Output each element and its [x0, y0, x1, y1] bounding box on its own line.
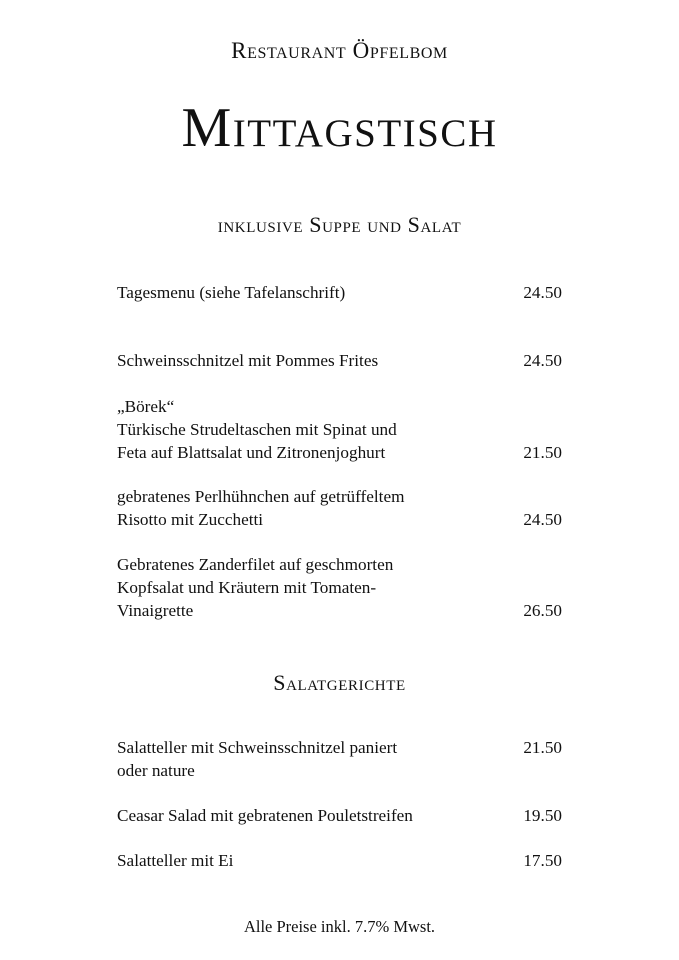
restaurant-name: Restaurant Öpfelbom	[231, 38, 448, 63]
menu-item-line: Salatteller mit Schweinsschnitzel paniert	[117, 738, 398, 757]
menu-item-description	[117, 849, 487, 872]
menu-item-line: oder nature	[117, 761, 195, 780]
menu-item-line: Türkische Strudeltaschen mit Spinat und	[117, 420, 397, 439]
menu-item-line: „Börek“	[117, 397, 175, 416]
menu-item-line: Schweinsschnitzel mit Pommes Frites	[117, 351, 379, 370]
menu-item-price: 19.50	[523, 806, 562, 825]
menu-item-description	[117, 736, 487, 782]
menu-item	[117, 349, 562, 372]
menu-item-line: Ceasar Salad mit gebratenen Pouletstreifen	[117, 806, 413, 825]
menu-item-line: Feta auf Blattsalat und Zitronenjoghurt	[117, 443, 386, 462]
menu-item-line: Tagesmenu (siehe Tafelanschrift)	[117, 283, 346, 302]
menu-item-price: 21.50	[523, 738, 562, 757]
menu-item-description	[117, 553, 487, 622]
menu-item-description	[117, 485, 487, 531]
menu-item-line: gebratenes Perlhühnchen auf getrüffeltem	[117, 487, 405, 506]
menu-item-price: 21.50	[523, 443, 562, 462]
menu-item-price: 24.50	[523, 510, 562, 529]
menu-item	[117, 804, 562, 827]
menu-item-line: Salatteller mit Ei	[117, 851, 234, 870]
menu-item-description	[117, 804, 487, 827]
page-title: Mittagstisch	[181, 97, 498, 159]
menu-item	[117, 485, 562, 531]
menu-item-price: 24.50	[523, 351, 562, 370]
menu-item-price: 24.50	[523, 283, 562, 302]
footer-note: Alle Preise inkl. 7.7% Mwst.	[243, 917, 436, 936]
section-title: Salatgerichte	[273, 670, 406, 695]
menu-item-line: Risotto mit Zucchetti	[117, 510, 264, 529]
menu-item-line: Vinaigrette	[117, 601, 194, 620]
menu-item-line: Kopfsalat und Kräutern mit Tomaten-	[117, 578, 377, 597]
menu-item-description	[117, 395, 487, 464]
menu-item-line: Gebratenes Zanderfilet auf geschmorten	[117, 555, 394, 574]
menu-item	[117, 395, 562, 464]
menu-item	[117, 849, 562, 872]
menu-item	[117, 736, 562, 782]
menu-item-price: 17.50	[523, 851, 562, 870]
menu-item	[117, 281, 562, 304]
menu-item	[117, 553, 562, 622]
menu-item-description	[117, 349, 487, 372]
section-title: inklusive Suppe und Salat	[217, 212, 462, 237]
menu-item-price: 26.50	[523, 601, 562, 620]
menu-item-description	[117, 281, 487, 304]
